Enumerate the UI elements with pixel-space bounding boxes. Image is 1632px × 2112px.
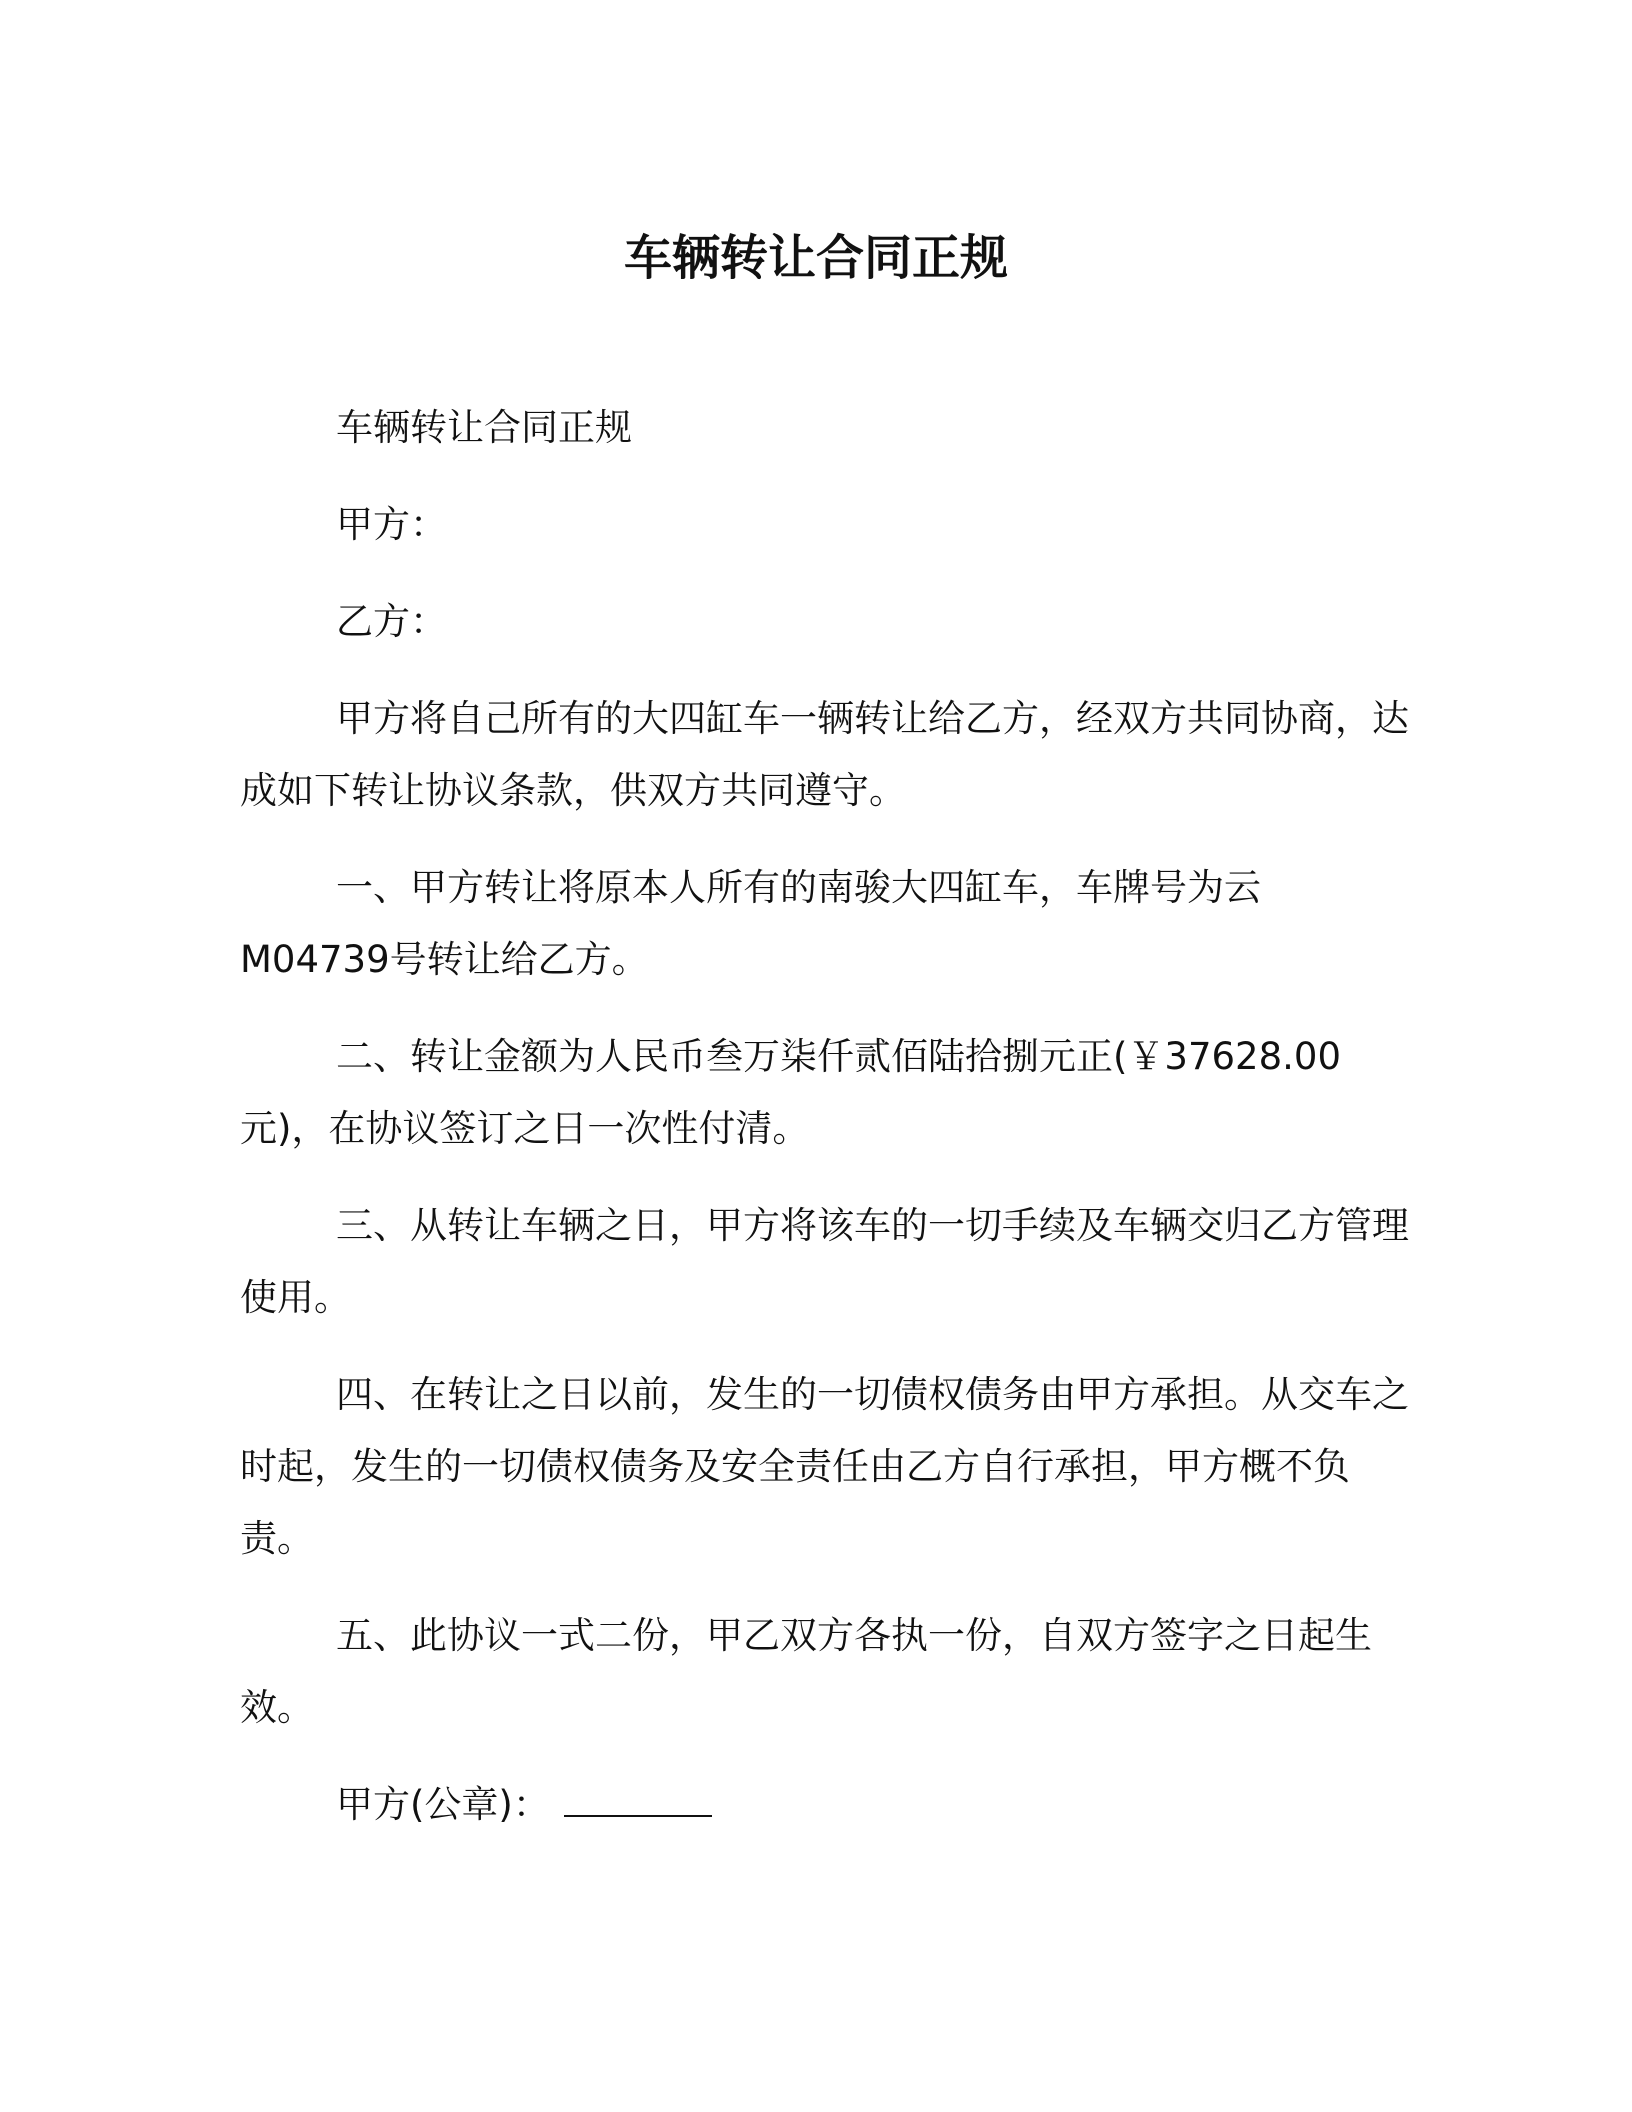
clause-1: 一、甲方转让将原本人所有的南骏大四缸车，车牌号为云M04739号转让给乙方。	[240, 866, 1261, 981]
party-a-label: 甲方：	[336, 503, 447, 546]
clause-4: 四、在转让之日以前，发生的一切债权债务由甲方承担。从交车之时起，发生的一切债权债务及安全责任由乙方自行承担，甲方概不负责。	[240, 1373, 1409, 1560]
party-b-label: 乙方：	[336, 600, 447, 643]
clause-3: 三、从转让车辆之日，甲方将该车的一切手续及车辆交归乙方管理使用。	[240, 1204, 1409, 1319]
clause-5: 五、此协议一式二份，甲乙双方各执一份，自双方签字之日起生效。	[240, 1614, 1372, 1729]
document-title: 车辆转让合同正规	[623, 230, 1008, 286]
signature-blank-line	[564, 1781, 712, 1817]
document-subtitle: 车辆转让合同正规	[336, 406, 632, 449]
intro-paragraph: 甲方将自己所有的大四缸车一辆转让给乙方，经双方共同协商，达成如下转让协议条款，供双方共同遵守。	[240, 697, 1409, 812]
clause-2: 二、转让金额为人民币叁万柒仟贰佰陆拾捌元正(￥37628.00元)，在协议签订之日一次性付清。	[240, 1035, 1341, 1150]
signature-row	[240, 1769, 1410, 1841]
document-body	[240, 392, 1410, 1866]
signature-label: 甲方(公章)：	[336, 1783, 550, 1826]
